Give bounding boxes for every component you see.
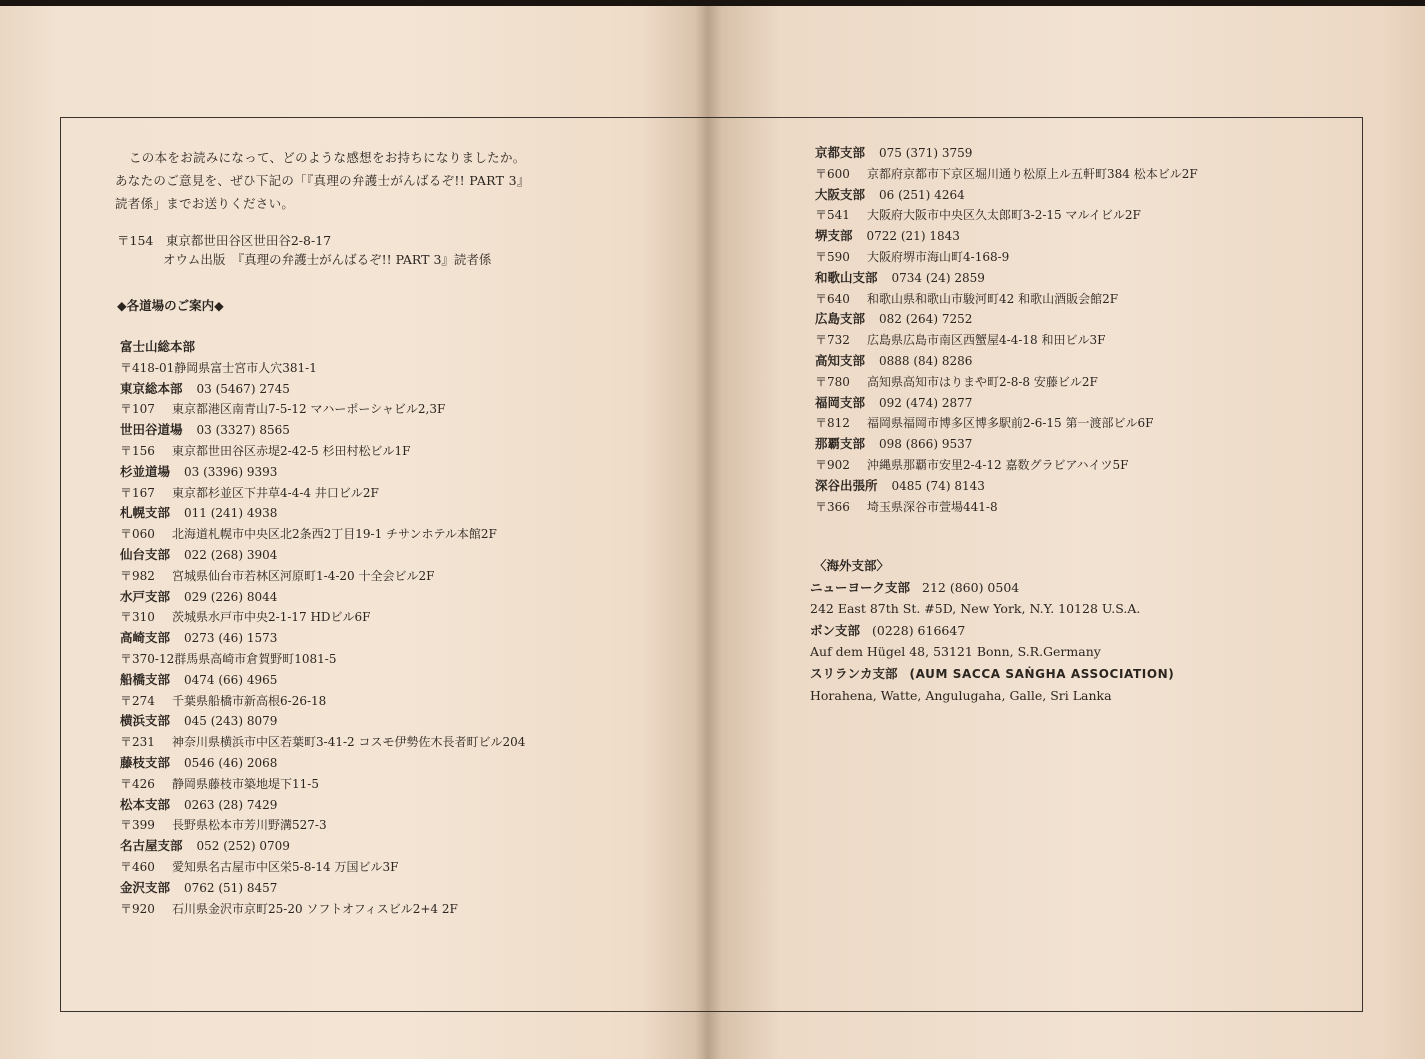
branch-name-row — [120, 587, 525, 608]
branch-name: 高崎支部 — [120, 630, 171, 646]
branch-name: 京都支部 — [815, 145, 866, 160]
branch-name-row — [120, 670, 525, 691]
branch-name: 那覇支部 — [815, 436, 866, 452]
branch-address: 東京都港区南青山7-5-12 マハーポーシャビル2,3F — [172, 402, 446, 417]
branch-postal-code: 〒366 — [815, 499, 850, 514]
branch-name: 東京総本部 — [120, 380, 183, 396]
branch-address-row — [120, 399, 525, 420]
branch-entry — [120, 503, 525, 545]
bonn-branch-row — [810, 620, 1174, 642]
branch-address: 京都府京都市下京区堀川通り松原上ル五軒町384 松本ビル2F — [867, 166, 1198, 181]
branch-address-row — [815, 289, 1198, 310]
branch-phone: 06 (251) 4264 — [879, 187, 965, 202]
branch-address: 石川県金沢市京町25-20 ソフトオフィスビル2+4 2F — [172, 901, 458, 916]
branch-name: 高知支部 — [815, 352, 866, 368]
branch-address-row — [815, 497, 1198, 518]
branch-address: 埼玉県深谷市萱場441-8 — [867, 499, 998, 514]
branch-address: 北海道札幌市中央区北2条西2丁目19-1 チサンホテル本館2F — [172, 527, 497, 542]
branch-address-row — [120, 815, 525, 836]
branch-postal-code: 〒732 — [815, 333, 850, 348]
branch-entry — [120, 628, 525, 670]
branch-address: 和歌山県和歌山市駿河町42 和歌山酒販会館2F — [867, 291, 1119, 306]
branch-postal-code: 〒460 — [120, 859, 155, 874]
branch-phone: 0485 (74) 8143 — [891, 478, 985, 493]
branch-postal-code: 〒231 — [120, 735, 155, 750]
branch-address-row — [120, 524, 525, 545]
branch-entry — [815, 309, 1198, 351]
branch-address-row — [120, 483, 525, 504]
branch-name: 堺支部 — [815, 228, 853, 244]
branch-address-row — [120, 732, 525, 753]
branch-address: 広島県広島市南区西蟹屋4-4-18 和田ビル3F — [867, 333, 1106, 348]
branch-address: 東京都世田谷区赤堤2-42-5 杉田村松ビル1F — [172, 443, 411, 458]
branch-entry — [815, 268, 1198, 310]
branch-postal-code: 〒812 — [815, 416, 850, 431]
branch-entry — [815, 393, 1198, 435]
branch-phone: 011 (241) 4938 — [184, 506, 278, 521]
branch-address-row — [815, 372, 1198, 393]
branch-address: 高知県高知市はりまや町2-8-8 安藤ビル2F — [867, 374, 1098, 389]
branch-phone: 0888 (84) 8286 — [879, 353, 973, 368]
branch-name-row — [815, 434, 1198, 455]
intro-line-3: 読者係」までお送りください。 — [115, 196, 295, 211]
branch-name-row — [815, 143, 1198, 164]
branch-name: 藤枝支部 — [120, 754, 171, 770]
branch-name: 広島支部 — [815, 311, 866, 327]
bonn-branch-phone: (0228) 616647 — [872, 622, 966, 638]
branch-entry — [815, 351, 1198, 393]
branch-postal-code: 〒418-01 — [120, 360, 175, 375]
branch-entry — [815, 476, 1198, 518]
branch-postal-code: 〒107 — [120, 402, 155, 417]
branch-postal-code: 〒541 — [815, 208, 850, 223]
branch-name: 大阪支部 — [815, 186, 866, 202]
reader-postal-address — [117, 231, 491, 269]
srilanka-org-name: (AUM SACCA SAṄGHA ASSOCIATION) — [909, 666, 1175, 681]
branch-entry — [120, 587, 525, 629]
ny-branch-phone: 212 (860) 0504 — [922, 579, 1020, 595]
postal-line-1: 〒154 東京都世田谷区世田谷2-8-17 — [117, 233, 332, 248]
branch-phone: 03 (5467) 2745 — [196, 381, 290, 396]
branch-address-row — [120, 649, 525, 670]
branch-address: 福岡県福岡市博多区博多駅前2-6-15 第一渡部ビル6F — [867, 416, 1154, 431]
branch-entry — [120, 836, 525, 878]
overseas-branches — [810, 555, 1174, 707]
branch-address: 宮城県仙台市若林区河原町1-4-20 十全会ビル2F — [172, 568, 435, 583]
branch-name: 杉並道場 — [120, 463, 171, 479]
branch-postal-code: 〒590 — [815, 249, 850, 264]
branch-name: 札幌支部 — [120, 505, 171, 521]
branch-address: 沖縄県那覇市安里2-4-12 嘉数グラビアハイツ5F — [867, 457, 1129, 472]
srilanka-branch-name: スリランカ支部 — [810, 665, 898, 681]
srilanka-branch-row — [810, 663, 1174, 686]
branch-address-row — [815, 247, 1198, 268]
branch-address-row — [120, 441, 525, 462]
branch-name-row — [815, 476, 1198, 497]
branch-name: 福岡支部 — [815, 394, 866, 410]
branch-entry — [120, 545, 525, 587]
branch-postal-code: 〒370-12 — [120, 651, 175, 666]
branch-entry — [815, 185, 1198, 227]
branch-address-row — [120, 857, 525, 878]
branch-name-row — [815, 351, 1198, 372]
branch-phone: 082 (264) 7252 — [879, 312, 973, 327]
branch-postal-code: 〒640 — [815, 291, 850, 306]
branch-entry — [120, 753, 525, 795]
branch-postal-code: 〒426 — [120, 776, 155, 791]
branch-phone: 052 (252) 0709 — [196, 839, 290, 854]
branch-address: 静岡県富士宮市人穴381-1 — [174, 360, 317, 375]
branch-address-row — [815, 455, 1198, 476]
branch-entry — [120, 878, 525, 920]
branch-postal-code: 〒600 — [815, 166, 850, 181]
ny-branch-address: 242 East 87th St. #5D, New York, N.Y. 10128 U.S.A. — [810, 601, 1141, 616]
overseas-heading: 〈海外支部〉 — [814, 558, 890, 573]
ny-branch-name: ニューヨーク支部 — [810, 579, 911, 595]
branch-address: 神奈川県横浜市中区若葉町3-41-2 コスモ伊勢佐木長者町ビル204 — [172, 735, 526, 750]
branch-address: 茨城県水戸市中央2-1-17 HDビル6F — [172, 610, 371, 625]
branch-name: 富士山総本部 — [120, 339, 196, 354]
branch-name-row — [815, 393, 1198, 414]
branch-entry — [120, 337, 525, 379]
branch-name: 和歌山支部 — [815, 269, 878, 285]
branch-name: 世田谷道場 — [120, 422, 183, 438]
branch-name: 深谷出張所 — [815, 477, 878, 493]
branch-address: 静岡県藤枝市築地堤下11-5 — [172, 776, 319, 791]
branch-postal-code: 〒274 — [120, 693, 155, 708]
branch-name-row — [815, 309, 1198, 330]
branch-address-row — [815, 413, 1198, 434]
branch-name-row — [120, 836, 525, 857]
branch-address-row — [815, 330, 1198, 351]
branch-phone: 045 (243) 8079 — [184, 714, 278, 729]
branch-name-row — [120, 628, 525, 649]
branch-name-row — [120, 711, 525, 732]
branch-postal-code: 〒310 — [120, 610, 155, 625]
branch-name-row — [120, 379, 525, 400]
branch-phone: 029 (226) 8044 — [184, 589, 278, 604]
branch-name-row — [120, 462, 525, 483]
branch-postal-code: 〒156 — [120, 443, 155, 458]
srilanka-branch-address: Horahena, Watte, Angulugaha, Galle, Sri Lanka — [810, 688, 1112, 703]
branch-entry — [120, 670, 525, 712]
branch-phone: 0273 (46) 1573 — [184, 631, 278, 646]
branch-entry — [815, 143, 1198, 185]
branch-phone: 0734 (24) 2859 — [891, 270, 985, 285]
section-heading: ◆各道場のご案内◆ — [117, 298, 224, 313]
branch-postal-code: 〒902 — [815, 457, 850, 472]
branch-phone: 03 (3327) 8565 — [196, 423, 290, 438]
branch-name-row — [815, 185, 1198, 206]
branch-name-row — [815, 268, 1198, 289]
branch-address: 愛知県名古屋市中区栄5-8-14 万国ビル3F — [172, 859, 399, 874]
branch-address: 東京都杉並区下井草4-4-4 井口ビル2F — [172, 485, 379, 500]
branch-list-left — [120, 337, 525, 919]
branch-address-row — [120, 566, 525, 587]
branch-entry — [815, 434, 1198, 476]
branch-address-row — [120, 691, 525, 712]
branch-name: 船橋支部 — [120, 671, 171, 687]
branch-address: 大阪府堺市海山町4-168-9 — [867, 249, 1010, 264]
branch-postal-code: 〒920 — [120, 901, 155, 916]
branch-phone: 092 (474) 2877 — [879, 395, 973, 410]
branch-phone: 075 (371) 3759 — [879, 146, 973, 160]
branch-entry — [815, 226, 1198, 268]
branch-postal-code: 〒780 — [815, 374, 850, 389]
branch-address-row — [120, 899, 525, 920]
branch-address-row — [120, 358, 525, 379]
branch-postal-code: 〒167 — [120, 485, 155, 500]
branch-address-row — [120, 607, 525, 628]
branch-phone: 0762 (51) 8457 — [184, 880, 278, 895]
branch-entry — [120, 711, 525, 753]
branch-postal-code: 〒060 — [120, 527, 155, 542]
branch-entry — [120, 462, 525, 504]
branch-entry — [120, 795, 525, 837]
branch-phone: 0722 (21) 1843 — [866, 229, 960, 244]
branch-address-row — [120, 774, 525, 795]
branch-entry — [120, 420, 525, 462]
ny-branch-row — [810, 577, 1174, 599]
branch-address-row — [815, 164, 1198, 185]
branch-name-row — [120, 337, 525, 358]
branch-name: 水戸支部 — [120, 588, 171, 604]
branch-name-row — [815, 226, 1198, 247]
bonn-branch-address: Auf dem Hügel 48, 53121 Bonn, S.R.Germany — [810, 644, 1101, 659]
branch-phone: 022 (268) 3904 — [184, 547, 278, 562]
intro-line-1: この本をお読みになって、どのような感想をお持ちになりましたか。 — [129, 150, 526, 165]
branch-list-right — [815, 143, 1198, 517]
branch-name-row — [120, 420, 525, 441]
branch-phone: 0474 (66) 4965 — [184, 672, 278, 687]
intro-line-2: あなたのご意見を、ぜひ下記の「『真理の弁護士がんばるぞ!! PART 3』 — [115, 173, 530, 188]
branch-address: 群馬県高崎市倉賀野町1081-5 — [174, 651, 337, 666]
branch-phone: 03 (3396) 9393 — [184, 464, 278, 479]
intro-paragraph — [115, 146, 635, 215]
branch-name: 仙台支部 — [120, 546, 171, 562]
branch-name-row — [120, 878, 525, 899]
branch-name-row — [120, 503, 525, 524]
branch-name: 金沢支部 — [120, 879, 171, 895]
branch-phone: 0263 (28) 7429 — [184, 797, 278, 812]
branch-name-row — [120, 795, 525, 816]
branch-name-row — [120, 545, 525, 566]
branch-phone: 098 (866) 9537 — [879, 437, 973, 452]
branch-name: 松本支部 — [120, 796, 171, 812]
branch-entry — [120, 379, 525, 421]
branch-name: 横浜支部 — [120, 713, 171, 729]
branch-address: 長野県松本市芳川野溝527-3 — [172, 818, 327, 833]
branch-address: 千葉県船橋市新高根6-26-18 — [172, 693, 327, 708]
branch-name: 名古屋支部 — [120, 838, 183, 854]
branch-address: 大阪府大阪市中央区久太郎町3-2-15 マルイビル2F — [867, 208, 1141, 223]
branch-phone: 0546 (46) 2068 — [184, 755, 278, 770]
branch-postal-code: 〒982 — [120, 568, 155, 583]
bonn-branch-name: ボン支部 — [810, 622, 861, 638]
branch-address-row — [815, 205, 1198, 226]
branch-postal-code: 〒399 — [120, 818, 155, 833]
branch-name-row — [120, 753, 525, 774]
postal-line-2: オウム出版 『真理の弁護士がんばるぞ!! PART 3』読者係 — [163, 252, 492, 267]
